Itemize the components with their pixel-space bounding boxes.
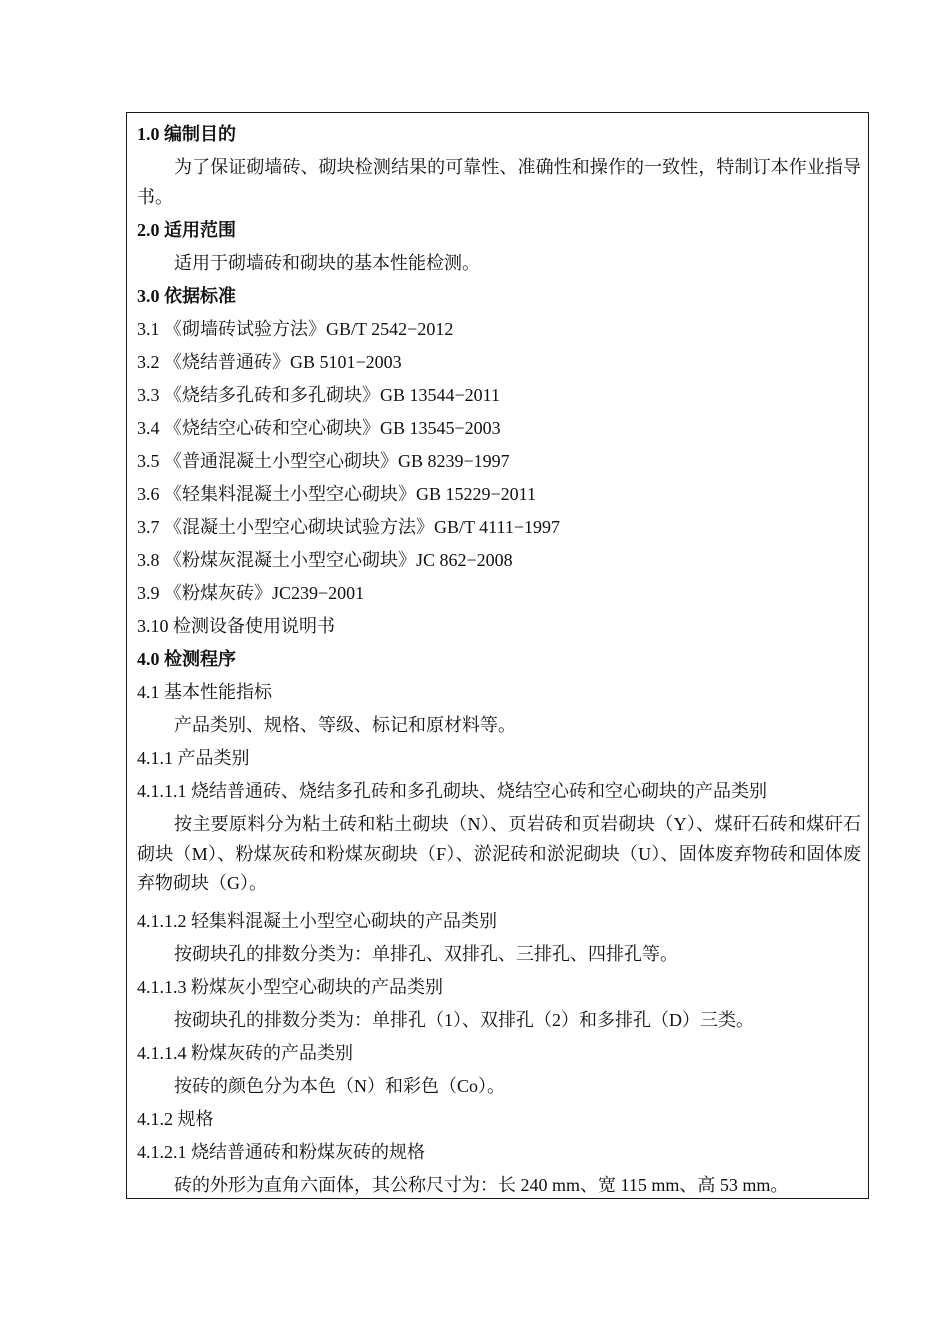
- subsection-paragraph: 按砌块孔的排数分类为：单排孔（1）、双排孔（2）和多排孔（D）三类。: [174, 1009, 754, 1030]
- subsection-heading: 4.1.1 产品类别: [137, 748, 250, 768]
- standard-item: 3.10 检测设备使用说明书: [137, 616, 335, 636]
- standard-item: 3.3 《烧结多孔砖和多孔砌块》GB 13544−2011: [137, 385, 500, 405]
- section-heading-purpose: 1.0 编制目的: [137, 124, 236, 144]
- subsection-paragraph: 产品类别、规格、等级、标记和原材料等。: [174, 715, 516, 735]
- subsection-heading: 4.1.1.2 轻集料混凝土小型空心砌块的产品类别: [137, 910, 497, 931]
- standard-item: 3.7 《混凝土小型空心砌块试验方法》GB/T 4111−1997: [137, 517, 560, 537]
- subsection-paragraph: 按砖的颜色分为本色（N）和彩色（Co）。: [174, 1075, 506, 1096]
- section-heading-standards: 3.0 依据标准: [137, 286, 236, 306]
- section-heading-scope: 2.0 适用范围: [137, 220, 236, 240]
- subsection-heading: 4.1.2.1 烧结普通砖和粉煤灰砖的规格: [137, 1141, 425, 1162]
- subsection-heading: 4.1 基本性能指标: [137, 682, 272, 702]
- subsection-paragraph: 按主要原料分为粘土砖和粘土砌块（N）、页岩砖和页岩砌块（Y）、煤矸石砖和煤矸石砌块（M）、粉煤灰砖和粉煤灰砌块（F）、淤泥砖和淤泥砌块（U）、固体废弃物砖和固体废弃物砌块（G）。: [137, 814, 861, 893]
- subsection-heading: 4.1.1.4 粉煤灰砖的产品类别: [137, 1042, 353, 1063]
- section-heading-procedure: 4.0 检测程序: [137, 649, 236, 669]
- subsection-paragraph: 砖的外形为直角六面体，其公称尺寸为：长 240 mm、宽 115 mm、高 53 mm。: [174, 1174, 789, 1195]
- document-frame: [126, 112, 869, 1199]
- standard-item: 3.1 《砌墙砖试验方法》GB/T 2542−2012: [137, 319, 454, 339]
- standard-item: 3.4 《烧结空心砖和空心砌块》GB 13545−2003: [137, 418, 501, 438]
- standard-item: 3.5 《普通混凝土小型空心砌块》GB 8239−1997: [137, 451, 510, 471]
- scope-paragraph: 适用于砌墙砖和砌块的基本性能检测。: [174, 253, 480, 273]
- subsection-heading: 4.1.1.3 粉煤灰小型空心砌块的产品类别: [137, 976, 443, 997]
- standard-item: 3.2 《烧结普通砖》GB 5101−2003: [137, 352, 402, 372]
- subsection-heading: 4.1.2 规格: [137, 1108, 214, 1129]
- standard-item: 3.6 《轻集料混凝土小型空心砌块》GB 15229−2011: [137, 484, 536, 504]
- standard-item: 3.8 《粉煤灰混凝土小型空心砌块》JC 862−2008: [137, 550, 513, 570]
- subsection-paragraph: 按砌块孔的排数分类为：单排孔、双排孔、三排孔、四排孔等。: [174, 943, 678, 964]
- document-content: [137, 118, 861, 1202]
- standard-item: 3.9 《粉煤灰砖》JC239−2001: [137, 583, 365, 603]
- purpose-paragraph: 为了保证砌墙砖、砌块检测结果的可靠性、准确性和操作的一致性，特制订本作业指导书。: [137, 157, 861, 207]
- subsection-heading: 4.1.1.1 烧结普通砖、烧结多孔砖和多孔砌块、烧结空心砖和空心砌块的产品类别: [137, 781, 767, 801]
